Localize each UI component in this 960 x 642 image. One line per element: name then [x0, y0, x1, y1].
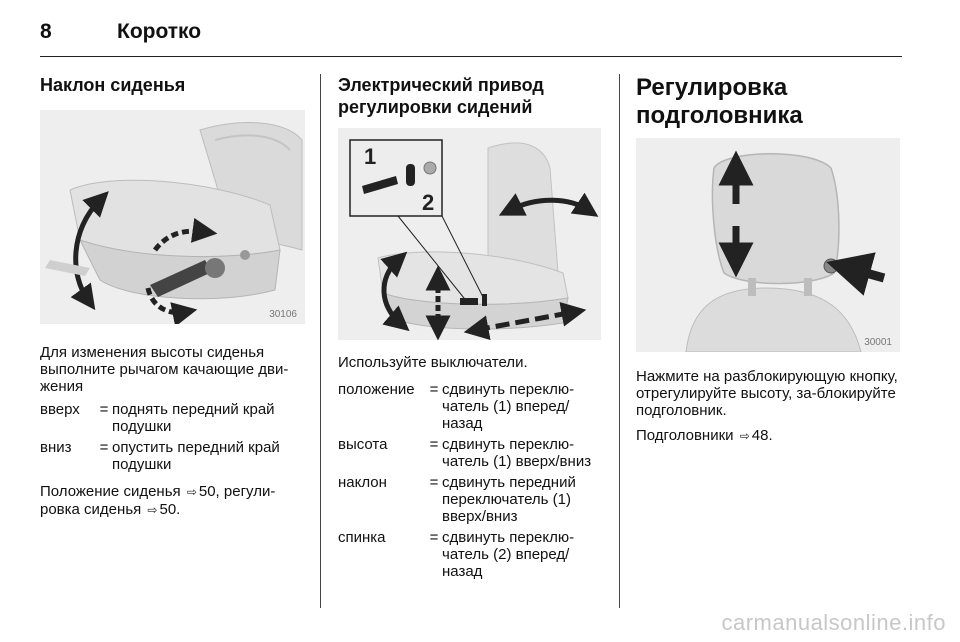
paragraph-headrest-adjust: Нажмите на разблокирующую кнопку, отрегулируйте высоту, за-блокируйте подголовник. — [636, 368, 898, 419]
definition-term: вверх — [40, 401, 80, 418]
definition-row — [338, 381, 603, 432]
reference-text: 48. — [751, 427, 773, 444]
callout-label-1: 1 — [364, 144, 377, 169]
definition-eq: = — [429, 436, 439, 453]
callout-label-2: 2 — [422, 190, 435, 215]
definition-eq: = — [99, 401, 109, 418]
definition-row — [338, 529, 603, 580]
figure-code: 30106 — [269, 309, 297, 320]
definition-row — [338, 436, 603, 470]
reference-text: Подголовники — [636, 427, 734, 444]
section-heading-power-seat: Электрический привод регулировки сидений — [338, 75, 544, 117]
headrest-illustration — [636, 138, 900, 352]
definition-term: высота — [338, 436, 388, 453]
definition-desc: поднять передний край подушки — [112, 401, 275, 435]
section-heading-seat-tilt: Наклон сиденья — [40, 75, 186, 95]
page-header — [40, 16, 902, 57]
paragraph-seat-height: Для изменения высоты сиденья выполните рычагом качающие дви-жения — [40, 344, 289, 395]
reference-text: 50. — [159, 501, 181, 518]
definition-desc: сдвинуть переклю-чатель (2) вперед/назад — [442, 529, 575, 580]
seat-tilt-illustration — [40, 110, 305, 324]
paragraph-use-switches: Используйте выключатели. — [338, 354, 528, 371]
definition-row — [40, 401, 305, 435]
definition-eq: = — [99, 439, 109, 456]
page-reference-arrow-icon: ⇨ — [186, 485, 197, 499]
page-number: 8 — [40, 20, 52, 43]
definition-desc: сдвинуть переклю-чатель (1) вперед/назад — [442, 381, 575, 432]
definition-desc: сдвинуть переклю-чатель (1) вверх/вниз — [442, 436, 592, 470]
section-title: Коротко — [117, 20, 202, 43]
definition-eq: = — [429, 529, 439, 546]
definition-eq: = — [429, 381, 439, 398]
definition-list — [40, 401, 305, 473]
definition-term: положение — [338, 381, 415, 398]
definition-row — [338, 474, 603, 525]
column-power-seat — [338, 74, 603, 584]
paragraph-cross-reference — [636, 427, 901, 445]
column-divider — [320, 74, 321, 608]
definition-list — [338, 381, 603, 580]
definition-term: вниз — [40, 439, 72, 456]
definition-term: наклон — [338, 474, 387, 491]
definition-desc: сдвинуть передний переключатель (1) вверх/вниз — [442, 474, 576, 525]
section-heading-headrest: Регулировка подголовника — [636, 74, 803, 129]
reference-text: Положение сиденья — [40, 483, 181, 500]
figure-code: 30001 — [864, 337, 892, 348]
power-seat-illustration — [338, 128, 601, 340]
column-seat-tilt — [40, 74, 305, 519]
page-reference-arrow-icon: ⇨ — [147, 503, 158, 517]
column-divider — [619, 74, 620, 608]
watermark: carmanualsonline.info — [721, 610, 946, 635]
reference-text: 50, регули-ровка сиденья — [40, 483, 276, 518]
definition-eq: = — [429, 474, 439, 491]
definition-desc: опустить передний край подушки — [112, 439, 280, 473]
column-headrest — [636, 74, 901, 445]
definition-row — [40, 439, 305, 473]
paragraph-cross-reference — [40, 483, 305, 519]
page-reference-arrow-icon: ⇨ — [739, 429, 750, 443]
definition-term: спинка — [338, 529, 386, 546]
